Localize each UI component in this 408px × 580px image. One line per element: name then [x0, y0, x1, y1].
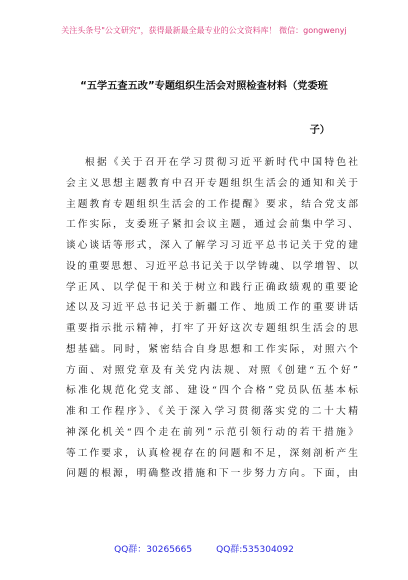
body-line: 神深化机关“四个走在前列”示范引领行动的若干措施》: [66, 426, 358, 438]
body-line: 工作实际，支委班子紧扣会议主题，通过会前集中学习、: [66, 219, 358, 231]
body-line: 主题教育专题组织生活会的工作提醒》要求，结合党支部: [66, 198, 358, 210]
body-line: 等工作要求，认真检视存在的问题和不足，深刻剖析产生: [66, 447, 358, 459]
body-line: 谈心谈话等形式，深入了解学习习近平总书记关于党的建: [66, 240, 358, 251]
body-line: 根据《关于召开在学习贯彻习近平新时代中国特色社: [85, 157, 358, 168]
body-line: 重要指示批示精神，打牢了开好这次专题组织生活会的思: [66, 323, 358, 334]
body-line: 准和工作程序》、《关于深入学习贯彻落实党的二十大精: [66, 406, 358, 417]
body-line: 标准化规范化党支部、建设“四个合格”党员队伍基本标: [66, 385, 358, 397]
document-title-line-1: “五学五查五改”专题组织生活会对照检查材料（党委班: [80, 81, 328, 92]
body-paragraph: [66, 153, 358, 485]
footer-qq-group-2: QQ群:535304092: [216, 545, 294, 555]
body-line: 方面、对照党章及有关党内法规、对照《创建“五个好”: [66, 364, 358, 376]
header-notice: 关注头条号"公文研究"，获得最新最全最专业的公文资料库！ 微信：gongwenyj: [61, 26, 347, 35]
body-line: 问题的根源，明确整改措施和下一步努力方向。下面，由: [66, 468, 358, 480]
body-line: 设的重要思想、习近平总书记关于以学铸魂、以学增智、以: [66, 260, 358, 272]
body-line: 想基础。同时，紧密结合自身思想和工作实际，对照六个: [66, 343, 358, 355]
footer-qq-group-1: QQ群：30265665: [114, 545, 193, 555]
body-line: 会主义思想主题教育中召开专题组织生活会的通知和关于: [66, 177, 358, 189]
document-title-line-2: 子）: [309, 125, 330, 136]
footer-contact: [0, 542, 408, 555]
body-line: 述以及习近平总书记关于新疆工作、地质工作的重要讲话: [66, 302, 358, 314]
body-line: 学正风、以学促干和关于树立和践行正确政绩观的重要论: [66, 281, 358, 293]
